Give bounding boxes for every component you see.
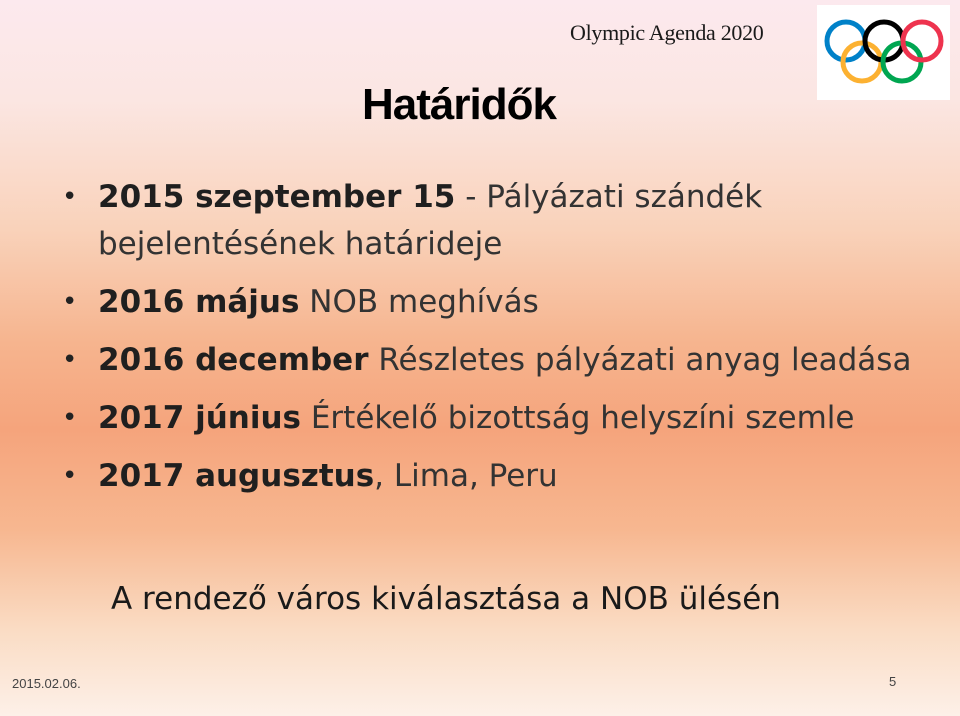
bullet-icon: • [62, 182, 78, 212]
deadline-text: - Pályázati szándék bejelentésének határideje [98, 179, 763, 262]
agenda-header: Olympic Agenda 2020 [570, 20, 764, 45]
deadline-text: , Lima, Peru [374, 458, 558, 494]
deadline-date: 2016 december [98, 342, 369, 378]
deadline-date: 2017 június [98, 400, 301, 436]
selection-note: A rendező város kiválasztása a NOB ülésén [111, 581, 781, 617]
deadline-text: Részletes pályázati anyag leadása [368, 342, 912, 378]
list-item [60, 395, 940, 442]
footer-date: 2015.02.06. [12, 676, 81, 691]
bullet-icon: • [62, 461, 78, 491]
deadline-date: 2017 augusztus [98, 458, 375, 494]
deadline-list [60, 174, 940, 511]
slide-title: Határidők [362, 80, 556, 129]
list-item [60, 174, 940, 268]
list-item [60, 279, 940, 326]
page-number: 5 [889, 674, 897, 689]
deadline-text: Értékelő bizottság helyszíni szemle [300, 400, 855, 436]
deadline-date: 2015 szeptember 15 [98, 179, 456, 215]
bullet-icon: • [62, 287, 78, 317]
bullet-icon: • [62, 403, 78, 433]
bullet-icon: • [62, 345, 78, 375]
deadline-text: NOB meghívás [299, 284, 539, 320]
list-item [60, 453, 940, 500]
olympic-rings-logo [817, 5, 950, 100]
deadline-date: 2016 május [98, 284, 300, 320]
olympic-rings-icon [817, 5, 950, 100]
list-item [60, 337, 940, 384]
